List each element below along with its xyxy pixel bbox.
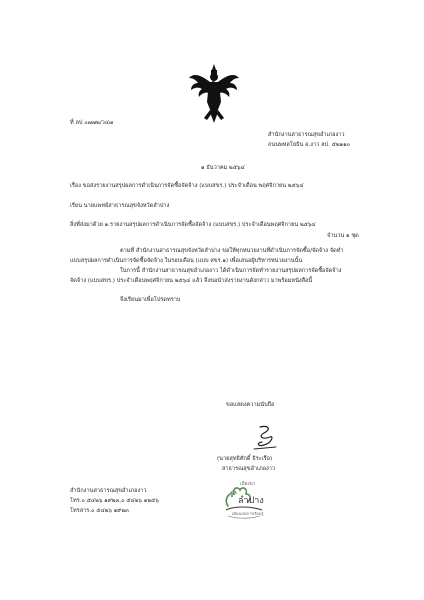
footer-phone: โทร.๐ ๕๔๒๖ ๑๙๒๓,๐ ๕๔๒๖ ๑๒๕๖ [70,498,159,504]
recipient-line: เรียน นายแพทย์สาธารณสุขจังหวัดลำปาง [70,203,170,209]
subject-line: เรื่อง ขอส่งรายงานสรุปผลการดำเนินการจัดซื้อจัดจ้าง (แบบสขร.) ประจำเดือน พฤศจิกายน ๒๕๖๔ [70,183,304,189]
signer-name: (นายสุทธิศักดิ์ ธิระเรือ) [217,456,273,462]
body-paragraph-2-line-2: จัดจ้าง (แบบสขร.) ประจำเดือนพฤศจิกายน ๒๕๖๔ แล้ว จึงขอนำส่งรายงานดังกล่าว มาพร้อมหนังสือนี้ [70,278,313,284]
logo-small-text: เมืองน่า [240,482,256,487]
signature-mark [248,423,282,453]
logo-tagline: เมืองแห่งการเรียนรู้ [232,511,264,516]
body-paragraph-2-line-1: ในการนี้ สำนักงานสาธารณสุขอำเภองาว ได้ดำเนินการจัดทำรายงานสรุปผลการจัดซื้อจัดจ้าง [120,268,342,274]
garuda-emblem-icon [188,62,240,124]
salutation: ขอแสดงความนับถือ [226,402,275,408]
document-number: ที่ ลป ๐๗๗๒/ว๔๗ [70,120,114,126]
signer-title: สาธารณสุขอำเภองาว [222,466,276,472]
logo-main-text: ลำปาง [238,496,264,506]
body-paragraph-1-line-1: ตามที่ สำนักงานสาธารณสุขจังหวัดลำปาง ขอให้ทุกหน่วยงานที่ดำเนินการจัดซื้อ/จัดจ้าง จัดทำ [120,248,344,254]
footer-fax: โทรสาร.๐ ๕๔๒๖ ๑๙๒๓ [70,508,129,514]
closing-request: จึงเรียนมาเพื่อโปรดทราบ [120,297,181,303]
enclosure-line: สิ่งที่ส่งมาด้วย ๑.รายงานสรุปผลการดำเนินการจัดซื้อจัดจ้าง (แบบสขร.) ประจำเดือนพฤศจิกายน ๒๕๖๔ [70,222,316,228]
footer-office: สำนักงานสาธารณสุขอำเภองาว [70,488,147,494]
sender-address: ถนนพหลโยธิน อ.งาว ลป. ๕๒๑๑๐ [268,142,351,148]
enclosure-count: จำนวน ๑ ชุด [327,233,359,239]
body-paragraph-1-line-2: แบบสรุปผลการดำเนินการจัดซื้อจัดจ้าง ในรอบเดือน (แบบ สขร.๑) เพื่อเสนอผู้บริหารหน่วยงานนั้น [70,258,303,264]
sender-org-name: สำนักงานสาธารณสุขอำเภองาว [268,132,345,138]
document-date: ๑ ธันวาคม ๒๕๖๔ [201,165,245,171]
